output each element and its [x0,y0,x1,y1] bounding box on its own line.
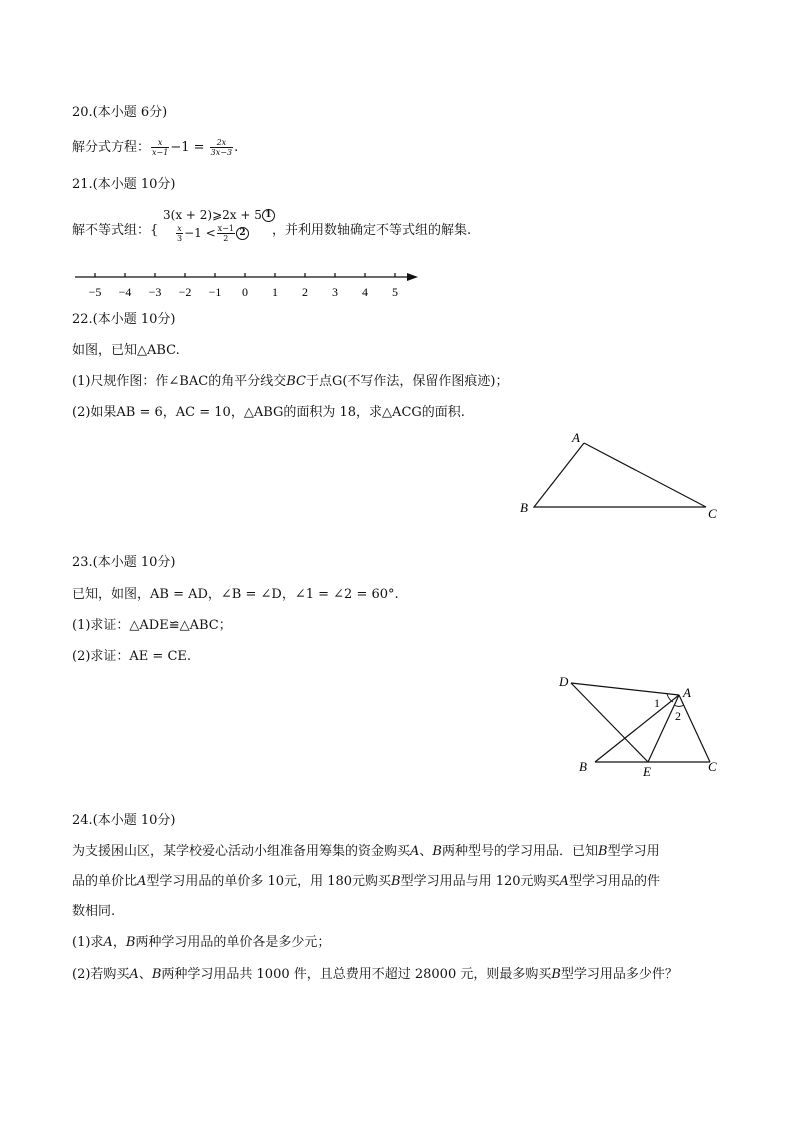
tick-label: 3 [332,285,338,299]
label-a: A [683,685,691,700]
q23-header: 23.(本小题 10分) [72,555,176,570]
q24-part2: (2)若购买A、B两种学习用品共 1000 件，且总费用不超过 28000 元，则最多购买B型学习用品多少件？ [72,967,678,982]
tick-label: −4 [118,285,132,299]
angle-2-arc [674,705,684,707]
q24-part1: (1)求A，B两种学习用品的单价各是多少元； [72,935,331,950]
q20-fraction-1: $\frac{x}{x-1}$ [152,138,169,157]
q20-header: 20.(本小题 6分) [72,105,168,120]
q21-inequality-1: 3(x + 2)⩾2x + 5 1 [163,206,275,224]
circled-2-icon: 2 [236,227,249,240]
q20-equation: 解分式方程： $\frac{x}{x-1}$ −1 = $\frac{2x}{3x-3}$ . [72,138,239,157]
label-d: D [559,674,569,689]
q20-minus-one: −1 = [170,140,205,155]
tick-label: −2 [178,285,192,299]
label-c: C [708,759,717,774]
q21-suffix: ，并利用数轴确定不等式组的解集. [272,223,472,238]
tick-label: 2 [302,285,308,299]
q23-part2: (2)求证：AE = CE. [72,649,192,664]
label-b: B [520,500,528,515]
q24-line-1: 为支援困山区，某学校爱心活动小组准备用筹集的资金购买A、B两种型号的学习用品．已知B型学习用 [72,844,660,859]
segment-ab [595,695,679,762]
tick-label: 0 [242,285,248,299]
q22-intro: 如图，已知△ABC. [72,343,180,358]
label-b: B [579,759,587,774]
angle-1-label: 1 [654,696,660,710]
q21-prompt: 解不等式组：{ [72,223,159,238]
label-e: E [643,764,651,779]
segment-da [571,683,679,695]
tick-label: −5 [88,285,102,299]
circled-1-icon: 1 [262,209,275,222]
tick-label: −1 [208,285,222,299]
triangle-abc [534,443,706,507]
q23-part1: (1)求证：△ADE≌△ABC； [72,618,232,633]
tick-label: 5 [392,285,398,299]
q24-line-3: 数相同. [72,904,116,919]
q22-header: 22.(本小题 10分) [72,312,176,327]
q21-header: 21.(本小题 10分) [72,177,176,192]
label-a: A [572,430,580,445]
q24-line-2: 品的单价比A型学习用品的单价多 10元，用 180元购买B型学习用品与用 120元购买A型学习用品的件 [72,874,660,889]
tick-label: 4 [362,285,368,299]
tick-label: −3 [148,285,162,299]
arrow-right-icon [407,273,418,281]
q23-intro: 已知，如图，AB = AD，∠B = ∠D，∠1 = ∠2 = 60°. [72,587,399,602]
q24-header: 24.(本小题 10分) [72,813,176,828]
q22-part1: (1)尺规作图：作∠BAC的角平分线交BC于点G(不写作法，保留作图痕迹)； [72,374,509,389]
q22-part2: (2)如果AB = 6，AC = 10，△ABG的面积为 18，求△ACG的面积. [72,405,465,420]
angle-2-label: 2 [675,709,681,723]
tick-label: 1 [272,285,278,299]
label-c: C [708,506,717,521]
q21-inequality-2: $\frac{x}{3}$ −1 < $\frac{x-1}{2}$ 2 [175,224,249,243]
number-line [60,262,440,306]
q20-fraction-2: $\frac{2x}{3x-3}$ [210,138,233,157]
triangle-abc-figure [510,425,730,525]
triangle-ade-abc-figure [555,670,735,782]
q20-prompt: 解分式方程： [72,140,151,155]
